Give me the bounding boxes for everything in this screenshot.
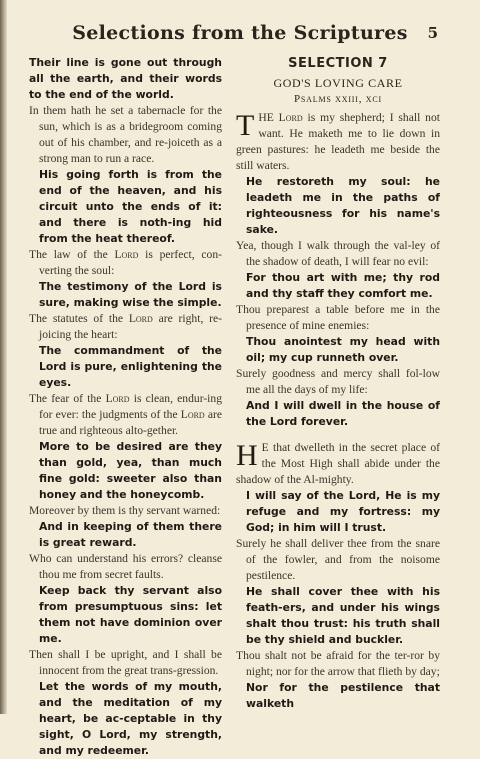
running-head bbox=[0, 22, 480, 48]
divine-name: Lord bbox=[278, 111, 303, 124]
verse-reader bbox=[29, 391, 222, 439]
selection-subtitle: GOD'S LOVING CARE bbox=[273, 76, 403, 90]
verse-text: are true and righteous alto-gether. bbox=[39, 408, 222, 437]
verse-reader: Who can understand his errors? cleanse thou me from secret faults. bbox=[29, 552, 222, 581]
page-binding-edge bbox=[0, 0, 7, 714]
right-column bbox=[236, 55, 440, 712]
verse-people: More to be desired are they than gold, yea, than much fine gold: sweeter also than honey and the honeycomb. bbox=[39, 440, 222, 501]
divine-name: Lord bbox=[128, 312, 153, 325]
drop-cap: H bbox=[236, 440, 258, 472]
verse-reader bbox=[29, 247, 222, 279]
verse-people: Nor for the pestilence that walketh bbox=[246, 681, 440, 710]
verse-reader: Thou preparest a table before me in the presence of mine enemies: bbox=[236, 303, 440, 332]
verse-people: I will say of the Lord, He is my refuge and my fortress: my God; in him will I trust. bbox=[246, 489, 440, 534]
divine-name: Lord bbox=[114, 248, 139, 261]
opening-verse bbox=[236, 110, 440, 174]
drop-cap: T bbox=[236, 110, 255, 142]
selection-title: SELECTION 7 bbox=[288, 56, 388, 71]
verse-text: HE bbox=[258, 111, 279, 124]
verse-reader: Thou shalt not be afraid for the ter-ror by night; nor for the arrow that flieth by day; bbox=[236, 649, 440, 678]
verse-reader: In them hath he set a tabernacle for the sun, which is as a bridegroom coming out of his chamber, and re-joiceth as a strong man to run a race. bbox=[29, 104, 222, 165]
divine-name: Lord bbox=[180, 408, 205, 421]
verse-text: is my shepherd; I shall not want. He maketh me to lie down in green pastures: he leadeth me beside the still waters. bbox=[236, 111, 440, 172]
divine-name: Lord bbox=[105, 392, 130, 405]
running-title: Selections from the Scriptures bbox=[72, 22, 408, 44]
verse-text: are right, re-joicing the heart: bbox=[39, 312, 222, 341]
verse-reader: Then shall I be upright, and I shall be innocent from the great trans-gression. bbox=[29, 648, 222, 677]
opening-verse bbox=[236, 440, 440, 488]
scripture-source: Psalms xxiii, xci bbox=[294, 93, 382, 105]
verse-people: His going forth is from the end of the heaven, and his circuit unto the ends of it: and there is noth-ing hid from the heat thereof. bbox=[39, 168, 222, 245]
page-number: 5 bbox=[427, 24, 438, 42]
verse-people: For thou art with me; thy rod and thy staff they comfort me. bbox=[246, 271, 440, 300]
verse-text: is clean, endur-ing for ever: the judgments of the bbox=[39, 392, 222, 421]
verse-reader: Yea, though I walk through the val-ley of the shadow of death, I will fear no evil: bbox=[236, 239, 440, 268]
verse-reader bbox=[29, 311, 222, 343]
verse-reader: Moreover by them is thy servant warned: bbox=[29, 504, 221, 517]
verse-text: The fear of the bbox=[29, 392, 106, 405]
verse-people: The commandment of the Lord is pure, enlightening the eyes. bbox=[39, 344, 222, 389]
verse-people: And I will dwell in the house of the Lord forever. bbox=[246, 399, 440, 428]
verse-people: Keep back thy servant also from presumptuous sins: let them not have dominion over me. bbox=[39, 584, 222, 645]
verse-people: Let the words of my mouth, and the meditation of my heart, be ac-ceptable in thy sight, O Lord, my strength, and my redeemer. bbox=[39, 680, 222, 757]
verse-people: He restoreth my soul: he leadeth me in the paths of righteousness for his name's sake. bbox=[246, 175, 440, 236]
verse-people: The testimony of the Lord is sure, making wise the simple. bbox=[39, 280, 222, 309]
verse-reader: Surely he shall deliver thee from the snare of the fowler, and from the noisome pestilence. bbox=[236, 537, 440, 582]
verse-people: Their line is gone out through all the earth, and their words to the end of the world. bbox=[29, 56, 222, 101]
left-column bbox=[29, 55, 222, 759]
verse-text: is perfect, con-verting the soul: bbox=[39, 248, 222, 277]
verse-reader: Surely goodness and mercy shall fol-low me all the days of my life: bbox=[236, 367, 440, 396]
verse-people: Thou anointest my head with oil; my cup runneth over. bbox=[246, 335, 440, 364]
verse-text: The law of the bbox=[29, 248, 115, 261]
verse-text: E that dwelleth in the secret place of the Most High shall abide under the shadow of the Al-mighty. bbox=[236, 441, 440, 486]
section-gap bbox=[236, 430, 440, 440]
verse-people: He shall cover thee with his feath-ers, and under his wings shalt thou trust: his truth shall be thy shield and buckler. bbox=[246, 585, 440, 646]
verse-people: And in keeping of them there is great reward. bbox=[39, 520, 222, 549]
verse-text: The statutes of the bbox=[29, 312, 129, 325]
